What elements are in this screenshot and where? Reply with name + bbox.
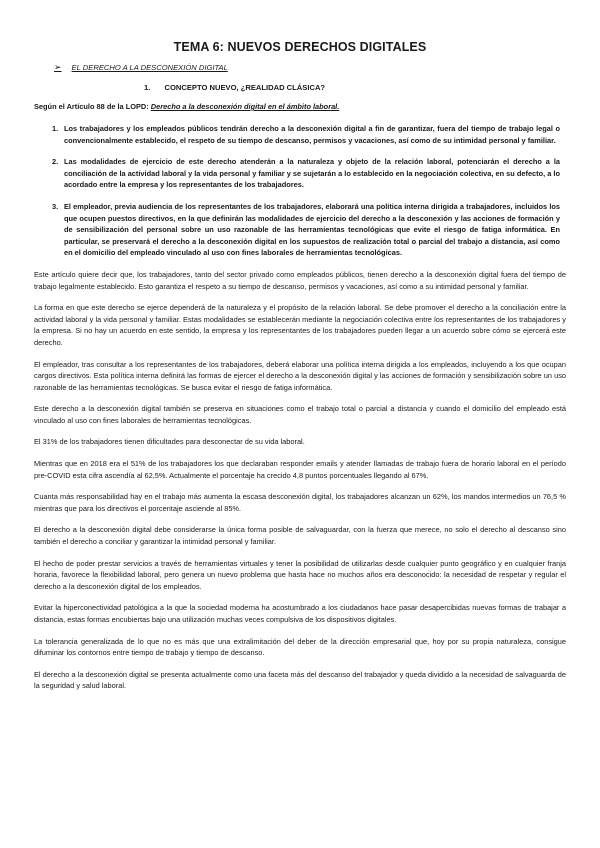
law-item-number: 2. [52,157,59,167]
intro-prefix: Según el Artículo 88 de la LOPD: [34,102,149,111]
body-paragraph: Cuanta más responsabilidad hay en el trabajo más aumenta la escasa desconexión digital, los trabajadores alcanzan un 62%, los mandos intermedios un 76,5 % mientras que para los directivos el porcentaje asciende al 85%. [34,492,566,513]
body-paragraph: El empleador, tras consultar a los representantes de los trabajadores, deberá elaborar una política interna dirigida a los empleados, incluyendo a los que ocupan cargos directivos. Esta política interna definirá las formas de ejercer el derecho a la desconexión digital y las acciones de formación y sensibilización sobre un uso razonable de las herramientas tecnológicas. Se busca evitar el riesgo de fatiga informática. [34,359,566,392]
intro-line [34,102,566,111]
body-paragraph: Evitar la hiperconectividad patológica a la que la sociedad moderna ha acostumbrado a los ciudadanos hace pasar desapercibidas nuevas formas de trabajar a distancia, estas formas encubiertas bajo una utilización muchas veces compulsiva de los dispositivos digitales. [34,603,566,624]
body-paragraph: El hecho de poder prestar servicios a través de herramientas virtuales y tener la posibilidad de utilizarlas desde cualquier punto geográfico y en cualquier franja horaria, favorece la flexibilidad laboral, pero genera un nuevo problema que hasta hace no muchos años era desconocido: la necesidad de respetar y regular el derecho a la desconexión digital de los empleados. [34,558,566,591]
section-heading-label: EL DERECHO A LA DESCONEXIÓN DIGITAL [71,63,228,72]
law-article-list [34,123,566,259]
subsection-heading [144,83,566,92]
law-item [34,156,566,191]
law-item-text: Las modalidades de ejercicio de este derecho atenderán a la naturaleza y objeto de la relación laboral, potenciarán el derecho a la conciliación de la actividad laboral y la vida personal y familiar y se sujetarán a lo establecido en la negociación colectiva, en su defecto, a lo acordado entre la empresa y los representantes de los trabajadores. [64,157,560,190]
body-paragraph: La forma en que este derecho se ejerce dependerá de la naturaleza y el propósito de la relación laboral. Se debe promover el derecho a la conciliación entre la actividad laboral y la vida personal y familiar. Estas modalidades se establecerán mediante la negociación colectiva entre los representantes de los trabajadores y la empresa. Si no hay un acuerdo en este sentido, la empresa y los representantes de los trabajadores pueden llegar a un acuerdo sobre cómo se ejercerá este derecho. [34,303,566,347]
law-item-text: El empleador, previa audiencia de los representantes de los trabajadores, elaborará una política interna dirigida a trabajadores, incluidos los que ocupen puestos directivos, en la que definirán las modalidades de ejercicio del derecho a la desconexión y las acciones de formación y de sensibilización del personal sobre un uso razonable de las herramientas tecnológicas que evite el riesgo de fatiga informática. En particular, se preservará el derecho a la desconexión digital en los supuestos de realización total o parcial del trabajo a distancia, así como en el domicilio del empleado vinculado al uso con fines laborales de herramientas tecnológicas. [64,201,560,258]
subsection-number: 1. [144,83,151,92]
body-paragraph: Este artículo quiere decir que, los trabajadores, tanto del sector privado como empleados públicos, tienen derecho a la desconexión digital fuera del tiempo de trabajo legalmente establecido. Esto garantiza el respeto a su tiempo de descanso, permisos y vacaciones, así como a su intimidad personal y familiar. [34,269,566,291]
page-title: TEMA 6: NUEVOS DERECHOS DIGITALES [173,40,427,54]
body-paragraph: La tolerancia generalizada de lo que no es más que una extralimitación del deber de la dirección empresarial que, hoy por su propia naturaleza, consigue difuminar los contornos entre tiempo de trabajo y tiempo de descanso. [34,636,566,658]
arrow-right-icon: ➢ [54,62,62,72]
body-paragraph: Este derecho a la desconexión digital también se preserva en situaciones como el trabajo total o parcial a distancia y cuando el domicilio del empleado está vinculado al uso con fines laborales de herramientas tecnológicas. [34,404,566,425]
subsection-label: CONCEPTO NUEVO, ¿REALIDAD CLÁSICA? [164,83,326,92]
intro-reference: Derecho a la desconexión digital en el ámbito laboral. [150,102,340,111]
body-paragraph: El derecho a la desconexión digital se presenta actualmente como una faceta más del descanso del trabajador y queda dividido a la necesidad de salvaguarda de la seguridad y salud laboral. [34,669,566,691]
body-paragraph: El derecho a la desconexión digital debe considerarse la única forma posible de salvaguardar, con la fuerza que merece, no solo el derecho al descanso sino también el derecho a conciliar y garantizar la intimidad personal y familiar. [34,525,566,547]
law-item-number: 3. [52,201,59,211]
law-item-number: 1. [52,124,59,133]
law-item-text: Los trabajadores y los empleados públicos tendrán derecho a la desconexión digital a fin de garantizar, fuera del tiempo de trabajo legal o convencionalmente establecido, el respeto de su tiempo de descanso, permisos y vacaciones, así como de su intimidad personal y familiar. [64,124,560,145]
body-paragraph: El 31% de los trabajadores tienen dificultades para desconectar de su vida laboral. [34,437,305,447]
law-item [34,123,566,146]
law-item [34,201,566,259]
section-heading [54,62,566,73]
body-paragraph: Mientras que en 2018 era el 51% de los trabajadores los que declaraban responder emails y atender llamadas de trabajo fuera de horario laboral en el período pre-COVID esta cifra ascendía al 62,5%. Actualmente el porcentaje ha crecido 4,8 puntos porcentuales llegando al 67%. [34,459,566,480]
